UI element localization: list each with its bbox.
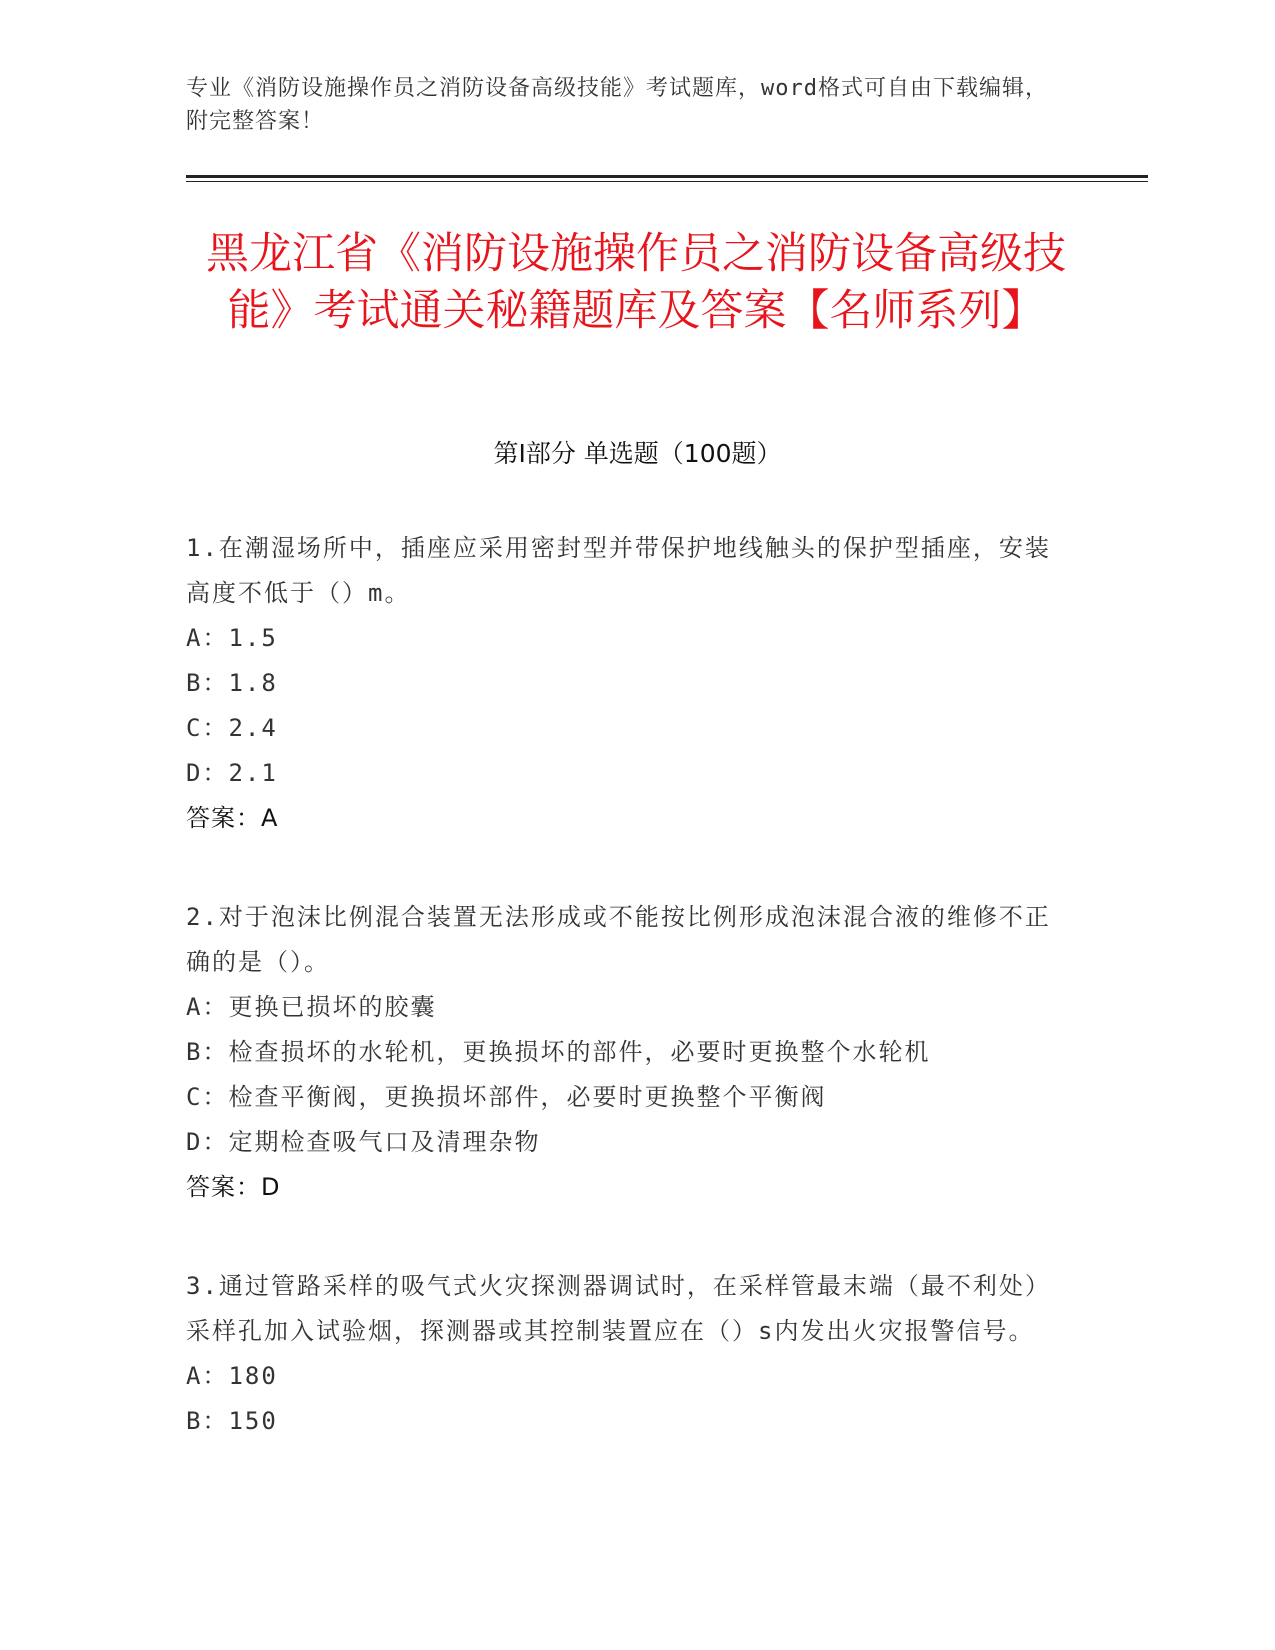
section-title: 第I部分 单选题（100题）: [493, 439, 782, 468]
question-list: [186, 526, 1066, 1498]
option-c: C：检查平衡阀，更换损坏部件，必要时更换整个平衡阀: [186, 1083, 827, 1111]
question-stem: 1.在潮湿场所中，插座应采用密封型并带保护地线触头的保护型插座，安装高度不低于（）m。: [186, 534, 1051, 607]
question-stem: 2.对于泡沫比例混合装置无法形成或不能按比例形成泡沫混合液的维修不正确的是（）。: [186, 903, 1051, 976]
header-divider-thin: [186, 181, 1148, 182]
option-b: B：1.8: [186, 669, 278, 697]
question-stem: 3.通过管路采样的吸气式火灾探测器调试时，在采样管最末端（最不利处）采样孔加入试验烟，探测器或其控制装置应在（）s内发出火灾报警信号。: [186, 1272, 1051, 1345]
document-title: 黑龙江省《消防设施操作员之消防设备高级技能》考试通关秘籍题库及答案【名师系列】: [206, 229, 1066, 336]
answer-line: 答案：A: [186, 804, 279, 832]
question-item-3: [186, 1264, 1066, 1444]
option-b: B：150: [186, 1407, 278, 1435]
option-a: A：180: [186, 1362, 278, 1390]
option-d: D：定期检查吸气口及清理杂物: [186, 1128, 541, 1156]
option-a: A：1.5: [186, 624, 278, 652]
option-d: D：2.1: [186, 759, 278, 787]
answer-line: 答案：D: [186, 1173, 281, 1201]
header-note: 专业《消防设施操作员之消防设备高级技能》考试题库，word格式可自由下载编辑，附完整答案！: [186, 76, 1048, 134]
question-item-1: [186, 526, 1066, 841]
question-item-2: [186, 895, 1066, 1210]
option-c: C：2.4: [186, 714, 278, 742]
option-a: A：更换已损坏的胶囊: [186, 993, 437, 1021]
header-divider-thick: [186, 175, 1148, 178]
option-b: B：检查损坏的水轮机，更换损坏的部件，必要时更换整个水轮机: [186, 1038, 931, 1066]
